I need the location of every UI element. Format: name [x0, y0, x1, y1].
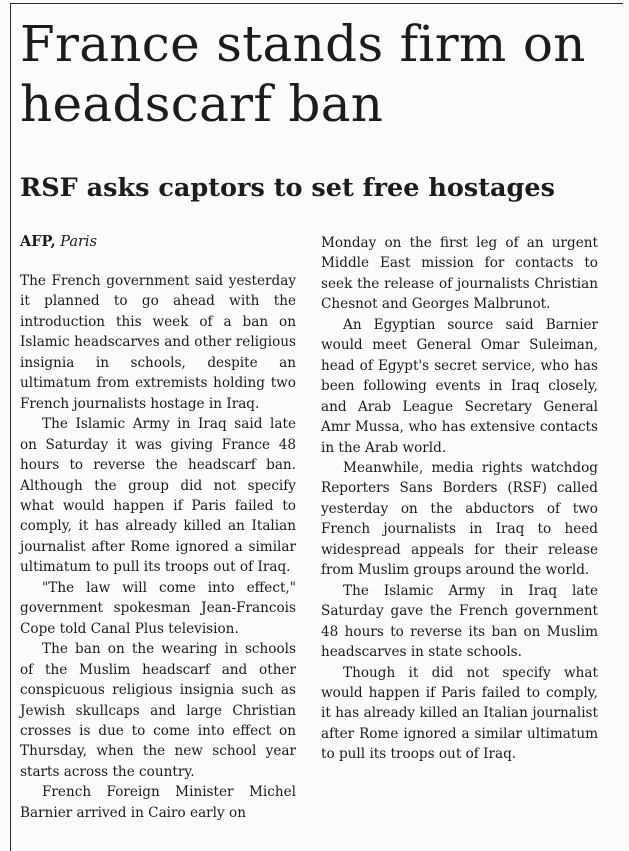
- paragraph: "The law will come into effect," government spokesman Jean-Francois Cope told Canal Plus television.: [20, 579, 296, 637]
- paragraph: The Islamic Army in Iraq said late on Saturday it was giving France 48 hours to reverse the headscarf ban. Although the group did not specify what would happen if Paris failed to comply, it has already killed an Italian journalist after Rome ignored a similar ultimatum to pull its troops out of Iraq.: [20, 416, 296, 576]
- paragraph: Meanwhile, media rights watchdog Reporters Sans Borders (RSF) called yesterday on the abductors of two French journalists in Iraq to heed widespread appeals for their release from Muslim groups around the world.: [321, 459, 598, 579]
- top-rule: [10, 3, 623, 4]
- paragraph: An Egyptian source said Barnier would meet General Omar Suleiman, head of Egypt's secret service, who has been following events in Iraq closely, and Arab League Secretary General Amr Mussa, who has extensive contacts in the Arab world.: [321, 316, 598, 456]
- dateline-agency: AFP,: [20, 233, 56, 250]
- dateline-city: Paris: [60, 234, 98, 250]
- paragraph: Monday on the first leg of an urgent Middle East mission for contacts to seek the release of journalists Christian Chesnot and Georges Malbrunot.: [321, 235, 598, 313]
- paragraph: The French government said yesterday it planned to go ahead with the introduction this week of a ban on Islamic headscarves and other religious insignia in schools, despite an ultimatum from extremists holding two French journalists hostage in Iraq.: [20, 273, 296, 412]
- paragraph: Though it did not specify what would happen if Paris failed to comply, it has already killed an Italian journalist after Rome ignored a similar ultimatum to pull its troops out of Iraq.: [321, 664, 598, 763]
- left-column-rule: [10, 3, 11, 851]
- article-right-column: [321, 233, 598, 765]
- dateline: [20, 232, 97, 252]
- paragraph: The Islamic Army in Iraq late Saturday gave the French government 48 hours to reverse its ban on Muslim headscarves in state schools.: [321, 582, 598, 661]
- paragraph: French Foreign Minister Michel Barnier arrived in Cairo early on: [20, 784, 296, 821]
- headline: France stands firm on headscarf ban: [20, 15, 586, 133]
- paragraph: The ban on the wearing in schools of the Muslim headscarf and other conspicuous religious insignia such as Jewish skullcaps and large Christian crosses is due to come into effect on Thursday, when the new school year starts across the country.: [20, 641, 296, 780]
- subheadline: RSF asks captors to set free hostages: [20, 173, 555, 203]
- article-left-column: [20, 271, 296, 823]
